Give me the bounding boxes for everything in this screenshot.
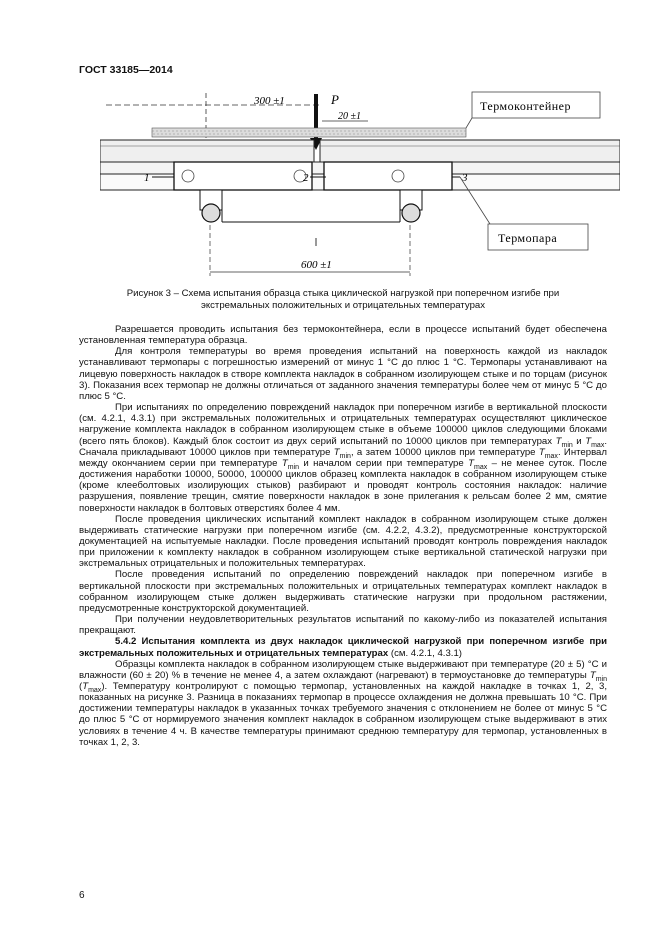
document-header: ГОСТ 33185—2014 xyxy=(79,64,173,76)
load-label: P xyxy=(331,92,339,107)
point-2-label: 2 xyxy=(303,172,309,184)
paragraph-2: Для контроля температуры во время проведения испытаний на поверхность каждой из накладок устанавливают термопары с погрешностью измерений от минус 1 °С до плюс 1 °С. Термопары устанавливают на лицевую поверхность накладок в створе комплекта накладок в собранном изолирующем стыке и по торцам (рисунок 3). Показания всех термопар не должны отличаться от заданного значения температуры более чем от минус 5 °С до плюс 5 °С. xyxy=(79,346,607,402)
point-3-label: 3 xyxy=(462,172,468,184)
body-text xyxy=(79,324,607,748)
paragraph-4: После проведения циклических испытаний комплект накладок в собранном изолирующем стыке должен выдерживать статические нагрузки при поперечном изгибе (см. 4.2.2, 4.3.2), предусмотренные конструкторской документацией на испытуемые накладки. После проведения испытаний проводят контроль повреждения накладок при приложении к комплекту накладок в собранном изолирующем стыке вертикальной статической нагрузки при экстремальных отрицательных и положительных температурах. xyxy=(79,513,607,570)
dim-small-label: 20 ±1 xyxy=(338,111,361,122)
point-1-label: 1 xyxy=(144,172,150,184)
paragraph-5: После проведения испытаний по определению повреждений накладок при поперечном изгибе в вертикальной плоскости при экстремальных положительных и отрицательных температурах комплект накладок в собранном изолирующем стыке должен выдерживать статические нагрузки при продольном растяжении, предусмотренные конструкторской документацией. xyxy=(79,569,607,614)
paragraph-8: Образцы комплекта накладок в собранном изолирующем стыке выдерживают при температуре (20 ± 5) °С и влажности (60 ± 20) % в течение не менее 4, а затем охлаждают (нагревают) в термоустановке до температуры $T_{min}$ $(T_{max})$. Температуру контролируют с помощью термопар, установленных на каждой накладке в точках 1, 2, 3, показанных на рисунке 3. Разница в показаниях термопар в процессе охлаждения не должна превышать 10 °С. При достижении температуры накладок в указанных точках требуемого значения с отклонением не более от минус 5 °С до плюс 5 °С от нормируемого значения комплект накладок в собранном изолирующем стыке выдерживают в этих условиях в течение 4 ч. В качестве температуры принимают среднюю температуру для термопар, установленных в точках 1, 2, 3. xyxy=(79,658,607,748)
dim-top-label: 300 ±1 xyxy=(254,95,285,107)
paragraph-3: При испытаниях по определению повреждений накладок при поперечном изгибе в вертикальной плоскости (см. 4.2.1, 4.3.1) при экстремальных положительных и отрицательных температурах осуществляют циклическое нагружение комплекта накладок в собранном изолирующем стыке в объеме 100000 циклов следующими блоками (всего пять блоков). Каждый блок состоит из двух серий испытаний по 10000 циклов при температурах $T_{min}$ и $T_{max}$. Сначала прикладывают 10000 циклов при температуре $T_{min}$, а затем 10000 циклов при температуре $T_{max}$. Интервал между окончанием серии при температуре $T_{min}$ и началом серии при температуре $T_{max}$ – не менее суток. После достижения наработки 10000, 50000, 100000 циклов образец комплекта накладок в собранном изолирующем стыке (кроме клееболтовых изолирующих стыков) разбирают и проводят контроль состояния накладок: наличие разрушения, появление трещин, смятие поверхности накладок в зоне прилегания к рельсам более 2 мм, смятие поверхности накладок в болтовых отверстиях более 4 мм. xyxy=(79,402,607,514)
caption-line-2: экстремальных положительных и отрицательных температурах xyxy=(200,299,486,311)
paragraph-1: Разрешается проводить испытания без термоконтейнера, если в процессе испытаний будет обеспечена установленная температура образца. xyxy=(79,324,607,347)
container-label: Термоконтейнер xyxy=(480,99,571,113)
dim-bottom-label: 600 ±1 xyxy=(301,259,332,271)
section-5-4-2-heading: 5.4.2 Испытания комплекта из двух накладок циклической нагрузкой при поперечном изгибе при экстремальных положительных и отрицательных температурах (см. 4.2.1, 4.3.1) xyxy=(79,636,607,659)
thermocouple-label: Термопара xyxy=(498,231,558,245)
figure-caption xyxy=(79,288,607,311)
caption-line-1: Рисунок 3 – Схема испытания образца стыка циклической нагрузкой при поперечном изгибе при xyxy=(126,288,560,299)
figure-test-scheme xyxy=(100,88,620,283)
page-number: 6 xyxy=(79,890,85,901)
paragraph-6: При получении неудовлетворительных результатов испытаний по какому-либо из показателей испытания прекращают. xyxy=(79,614,607,637)
